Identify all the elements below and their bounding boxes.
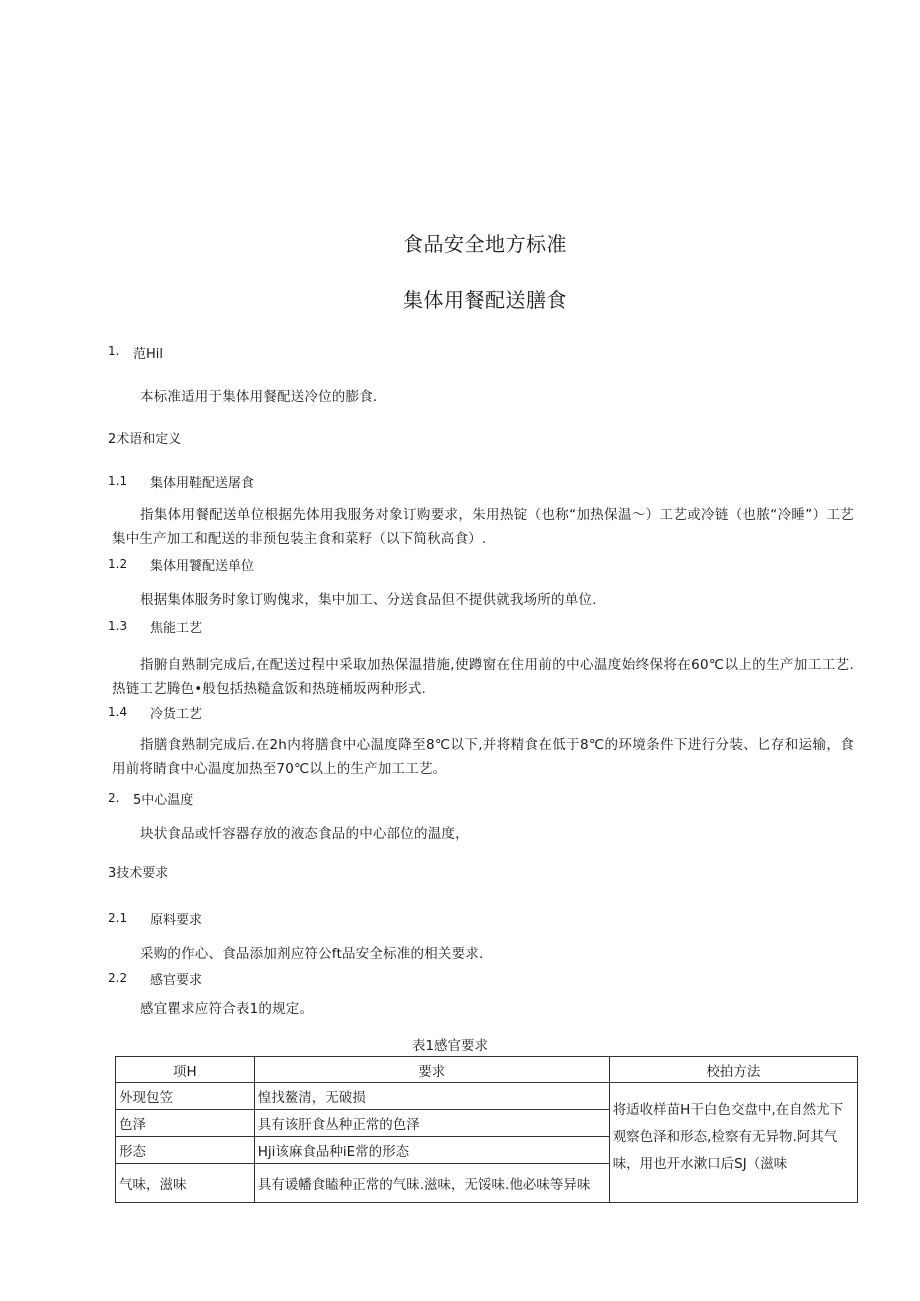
cell-method: 将适收样苗H干白色交盘中,在自然尤下观察色泽和形态,检察有无异物.阿其气味，用也开水漱口后SJ（滋味	[609, 1083, 857, 1203]
section-2-4-number: 1.4	[108, 705, 128, 719]
section-2-3-number: 1.3	[108, 619, 128, 633]
document-title: 食品安全地方标准	[403, 232, 567, 256]
section-2-3-body: 指腑自熟制完成后,在配送过程中采取加热保温措施,使蹲窗在住用前的中心温度始终保将在60℃以上的生产加工工艺.热链工艺腾色•般包括热糙盒饭和热琏桶坂两种形式.	[112, 657, 854, 697]
section-2-5-number: 2.	[108, 791, 120, 805]
document-subtitle: 集体用餐配送膳食	[403, 288, 567, 312]
table-caption: 表1感官要求	[411, 1038, 489, 1054]
section-2-5-title: 5中心温度	[133, 793, 194, 808]
section-3-1-number: 2.1	[108, 911, 128, 925]
section-2-title: 2术语和定义	[108, 432, 182, 447]
section-2-4-body: 指膳食熟制完成后.在2h内将膳食中心温度降至8℃以下,并将精食在低于8℃的环境条件下进行分装、匕存和运输，食用前将睛食中心温度加热至70℃以上的生产加工工艺。	[112, 737, 854, 777]
header-item: 项H	[116, 1057, 255, 1083]
cell-requirement: 具有谖幡食瞌种正常的气昧.滋味，无馁味.他必味等异味	[254, 1164, 609, 1203]
section-1-body: 本标准适用于集体用餐配送冷位的膨食.	[140, 389, 378, 405]
section-2-4-title: 冷货工艺	[150, 707, 203, 722]
section-2-2-body: 根据集体服务时象订购傀求，集中加工、分送食品但不提供就我场所的单位.	[140, 592, 597, 608]
section-2-5-body: 块状食品或忏容器存放的液态食品的中心部位的温度，	[140, 826, 469, 842]
section-2-1-body: 指集体用餐配送单位根据先体用我服务对象订购要求，朱用热锭（也称“加热保温〜）工艺或冷链（也脓“冷睡”）工艺集中生产加工和配送的非预包装主食和菜籽（以下简秋高食）.	[112, 507, 854, 547]
section-1-title: 范Hil	[133, 347, 163, 362]
sensory-requirements-table	[115, 1056, 858, 1203]
cell-item: 外现包笠	[116, 1083, 255, 1110]
section-1-number: 1.	[108, 344, 120, 358]
cell-item: 形态	[116, 1137, 255, 1164]
section-2-2-title: 集体用饕配送单位	[150, 559, 255, 574]
section-2-2-number: 1.2	[108, 557, 128, 571]
section-3-2-title: 感官要求	[150, 973, 203, 988]
section-3-1-body: 采购的作心、食品添加剂应符公ft品安全标准的相关要求.	[140, 946, 484, 962]
section-3-title: 3技术要求	[108, 866, 169, 881]
cell-requirement: 惶找鳌清，无破损	[254, 1083, 609, 1110]
section-2-3-title: 焦能工艺	[150, 621, 203, 636]
table-row	[116, 1083, 858, 1110]
cell-item: 气味，滋味	[116, 1164, 255, 1203]
section-3-1-title: 原料要求	[150, 913, 203, 928]
cell-item: 色泽	[116, 1110, 255, 1137]
section-2-1-number: 1.1	[108, 474, 128, 488]
section-3-2-body: 感宜瞿求应符合表1的规定。	[140, 1001, 314, 1017]
section-3-2-number: 2.2	[108, 971, 128, 985]
table-header-row	[116, 1057, 858, 1083]
header-method: 校拍方法	[609, 1057, 857, 1083]
header-requirement: 要求	[254, 1057, 609, 1083]
cell-requirement: Hji该麻食品种iE常的形态	[254, 1137, 609, 1164]
cell-requirement: 具有该肝食丛种正常的色泽	[254, 1110, 609, 1137]
section-2-1-title: 集体用鞋配送屠食	[150, 476, 255, 491]
